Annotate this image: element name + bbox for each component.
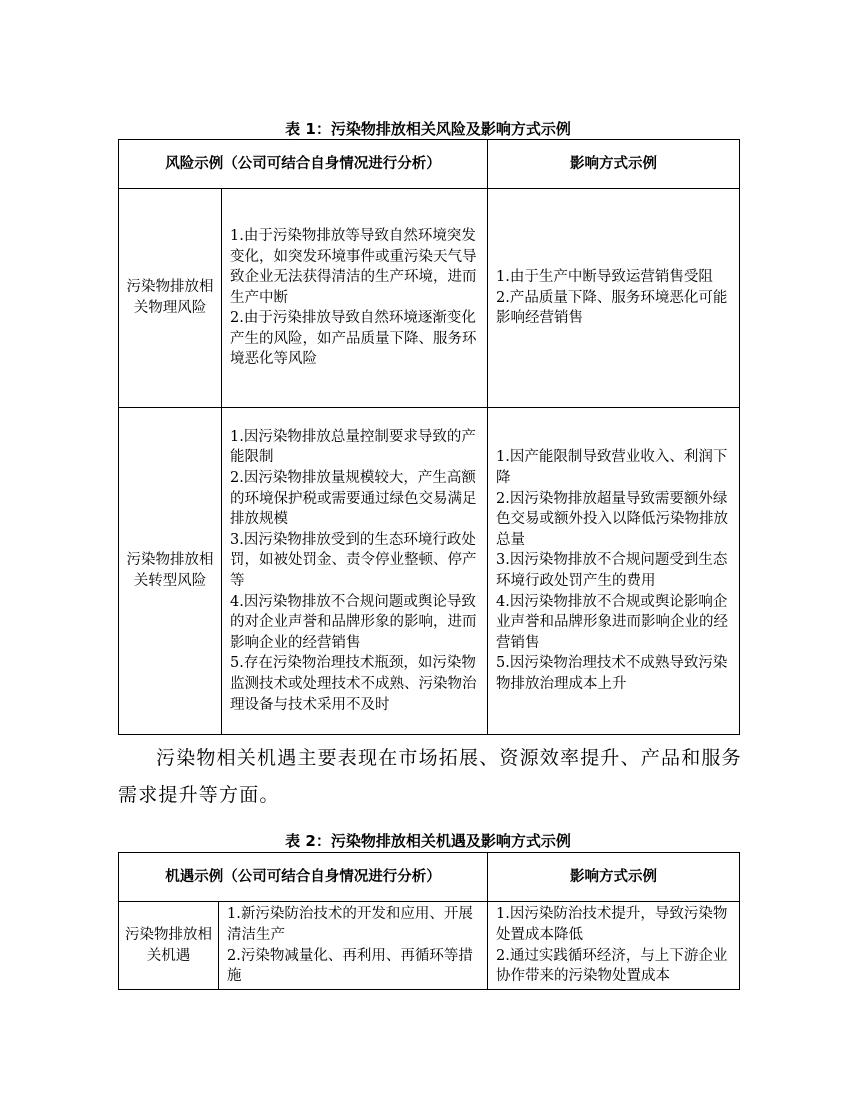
list-item: 1.因污染物排放总量控制要求导致的产能限制 [230,428,476,466]
list-item: 2.因污染物排放量规模较大，产生高额的环境保护税或需要通过绿色交易满足排放规模 [230,470,477,528]
table1-row1-impacts [488,189,740,408]
table1-row2-impacts [488,408,740,735]
table2 [118,852,740,990]
list-item: 2.通过实践循环经济，与上下游企业协作带来的污染物处置成本 [496,947,728,985]
table2-row1-impacts [488,902,740,990]
list-item: 1.因产能限制导致营业收入、利润下降 [496,449,728,487]
list-item: 2.产品质量下降、服务环境恶化可能影响经营销售 [496,289,728,327]
body-paragraph: 污染物相关机遇主要表现在市场拓展、资源效率提升、产品和服务需求提升等方面。 [118,747,742,806]
list-item: 1.由于生产中断导致运营销售受阻 [496,269,713,286]
table1-row1-category: 污染物排放相关物理风险 [119,189,222,408]
table2-row1-opportunities [219,902,488,990]
table2-row1-category: 污染物排放相关机遇 [119,902,219,990]
table1-header-risk: 风险示例（公司可结合自身情况进行分析） [119,140,488,189]
list-item: 1.由于污染物排放等导致自然环境突发变化，如突发环境事件或重污染天气导致企业无法获得清洁的生产环境，进而生产中断 [230,227,477,306]
list-item: 5.存在污染物治理技术瓶颈，如污染物监测技术或处理技术不成熟、污染物治理设备与技术采用不及时 [230,655,477,713]
table2-header-impact: 影响方式示例 [488,853,740,902]
list-item: 1.新污染防治技术的开发和应用、开展清洁生产 [227,906,473,943]
table1 [118,139,740,735]
list-item: 3.因污染物排放受到的生态环境行政处罚，如被处罚金、责令停业整顿、停产等 [230,531,477,589]
list-item: 4.因污染物排放不合规或舆论影响企业声誉和品牌形象进而影响企业的经营销售 [496,593,728,651]
list-item: 5.因污染物治理技术不成熟导致污染物排放治理成本上升 [496,655,728,692]
table1-row1-risks [222,189,488,408]
list-item: 2.由于污染排放导致自然环境逐渐变化产生的风险，如产品质量下降、服务环境恶化等风险 [230,310,477,368]
list-item: 3.因污染物排放不合规问题受到生态环境行政处罚产生的费用 [496,552,728,589]
table1-header-impact: 影响方式示例 [488,140,740,189]
table1-row2-category: 污染物排放相关转型风险 [119,408,222,735]
table1-row2-risks [222,408,488,735]
list-item: 4.因污染物排放不合规问题或舆论导致的对企业声誉和品牌形象的影响，进而影响企业的经营销售 [230,593,477,651]
table1-caption: 表 1：污染物排放相关风险及影响方式示例 [285,120,571,138]
table2-caption: 表 2：污染物排放相关机遇及影响方式示例 [285,832,571,850]
list-item: 1.因污染防治技术提升，导致污染物处置成本降低 [496,906,728,943]
list-item: 2.因污染物排放超量导致需要额外绿色交易或额外投入以降低污染物排放总量 [496,490,728,548]
table2-header-opportunity: 机遇示例（公司可结合自身情况进行分析） [119,853,488,902]
list-item: 2.污染物减量化、再利用、再循环等措施 [227,947,473,985]
